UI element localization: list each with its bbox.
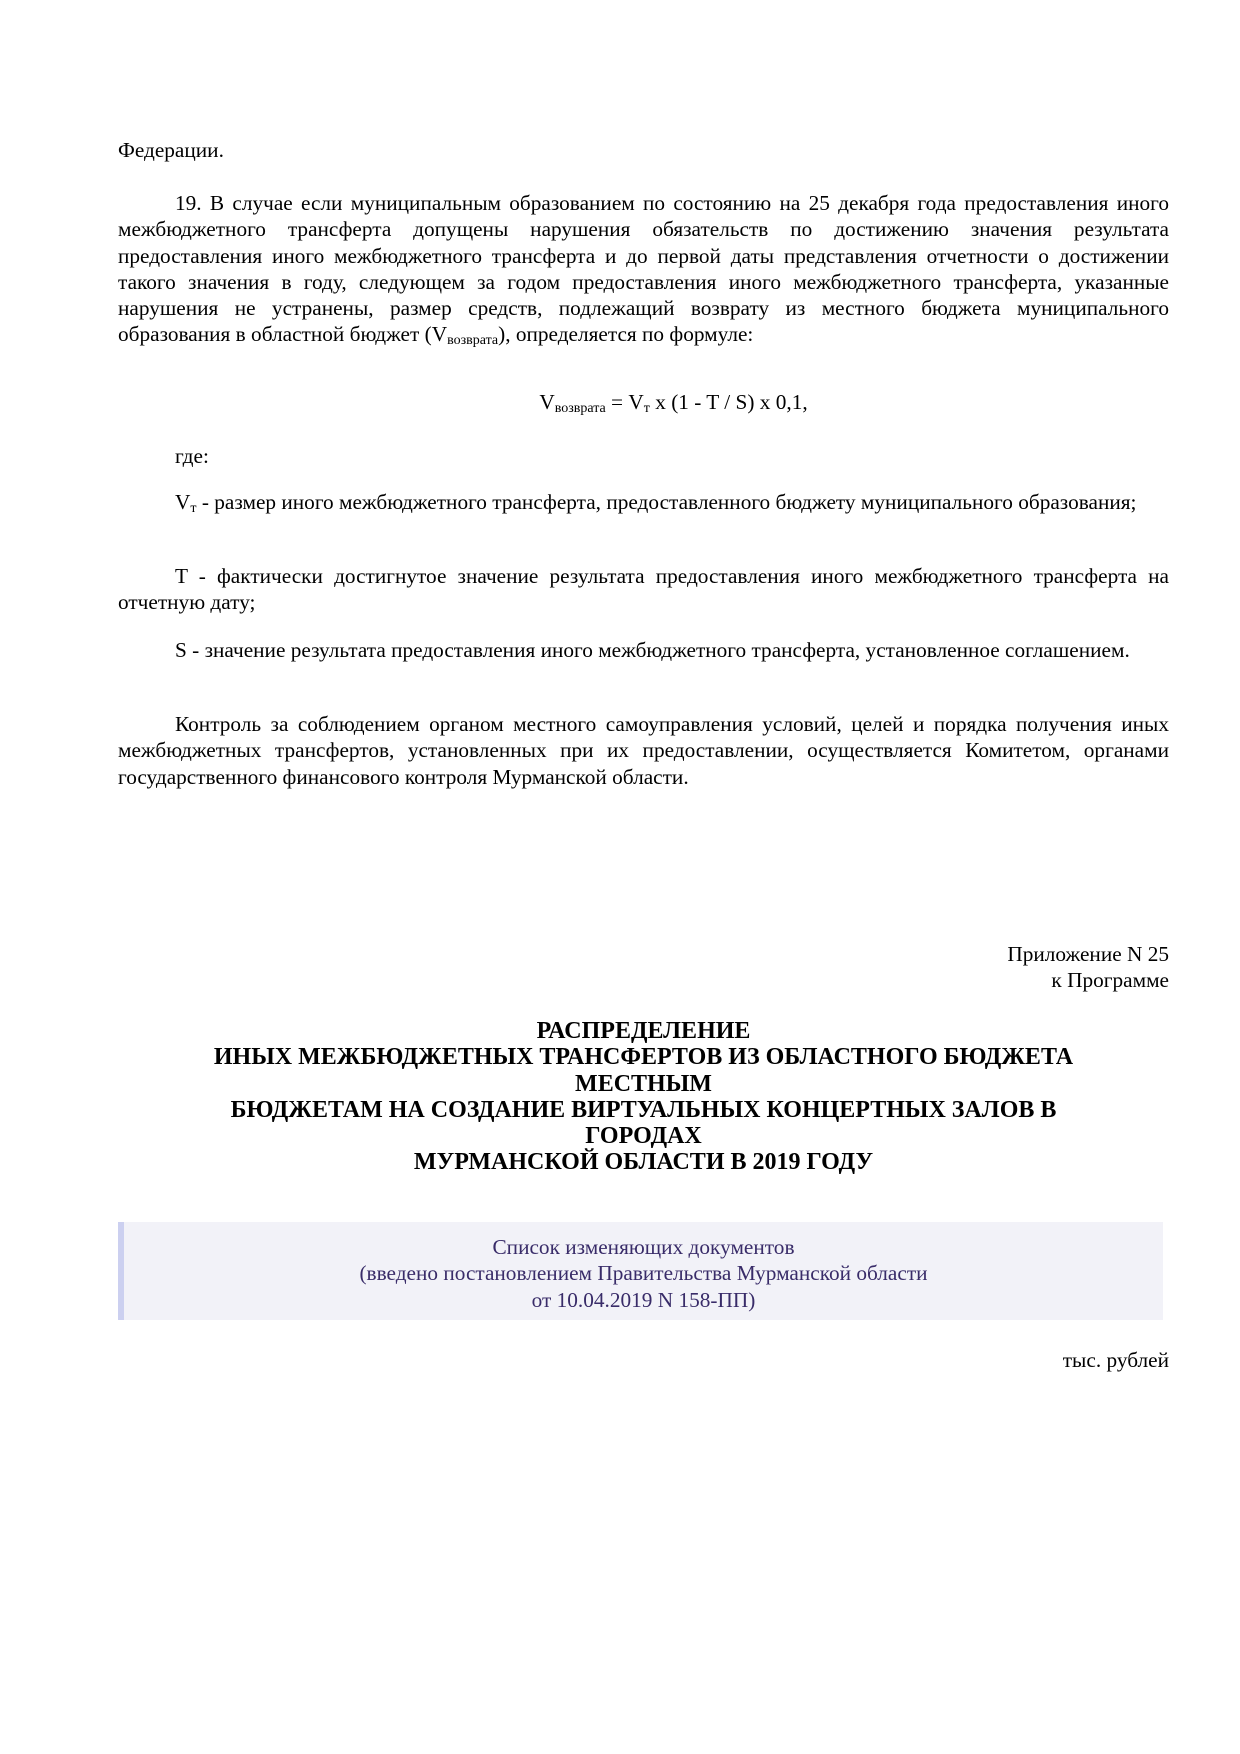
continuation-text: Федерации. (118, 138, 224, 162)
appendix-label: Приложение N 25 к Программе (1007, 942, 1169, 993)
revision-date: от 10.04.2019 N 158-ПП) (531, 1287, 756, 1312)
where-label: где: (175, 444, 209, 468)
document-title: РАСПРЕДЕЛЕНИЕ ИНЫХ МЕЖБЮДЖЕТНЫХ ТРАНСФЕРТОВ ИЗ ОБЛАСТНОГО БЮДЖЕТА МЕСТНЫМ БЮДЖЕТАМ НА СОЗДАНИЕ ВИРТУАЛЬНЫХ КОНЦЕРТНЫХ ЗАЛОВ В ГОРОДАХ МУРМАНСКОЙ ОБЛАСТИ В 2019 ГОДУ (213, 1018, 1074, 1176)
paragraph-19: 19. В случае если муниципальным образованием по состоянию на 25 декабря года предоставления иного межбюджетного трансферта допущены нарушения обязательств по достижению значения результата предоставления иного межбюджетного трансферта и до первой даты представления отчетности о достижении такого значения в году, следующем за годом предоставления иного межбюджетного трансферта, указанные нарушения не устранены, размер средств, подлежащий возврату из местного бюджета муниципального образования в областной бюджет $(V_{возврата})$, определяется по формуле: (118, 191, 1169, 349)
definition-t: T - фактически достигнутое значение результата предоставления иного межбюджетного трансферта на отчетную дату; (118, 564, 1169, 615)
definition-vt: $V_т$ - размер иного межбюджетного трансферта, предоставленного бюджету муниципального образования; (175, 490, 1137, 516)
revision-source: (введено постановлением Правительства Мурманской области (359, 1261, 928, 1286)
control-paragraph: Контроль за соблюдением органом местного самоуправления условий, целей и порядка получения иных межбюджетных трансфертов, установленных при их предоставлении, осуществляется Комитетом, органами государственного финансового контроля Мурманской области. (118, 712, 1169, 789)
formula: $V_{возврата} = V_т$ x (1 - T / S) x 0,1, (539, 390, 808, 416)
revision-heading: Список изменяющих документов (492, 1235, 795, 1259)
definition-s: S - значение результата предоставления иного межбюджетного трансферта, установленное соглашением. (175, 638, 1130, 662)
revision-documents-box (118, 1222, 1163, 1320)
units-label: тыс. рублей (1062, 1348, 1169, 1372)
